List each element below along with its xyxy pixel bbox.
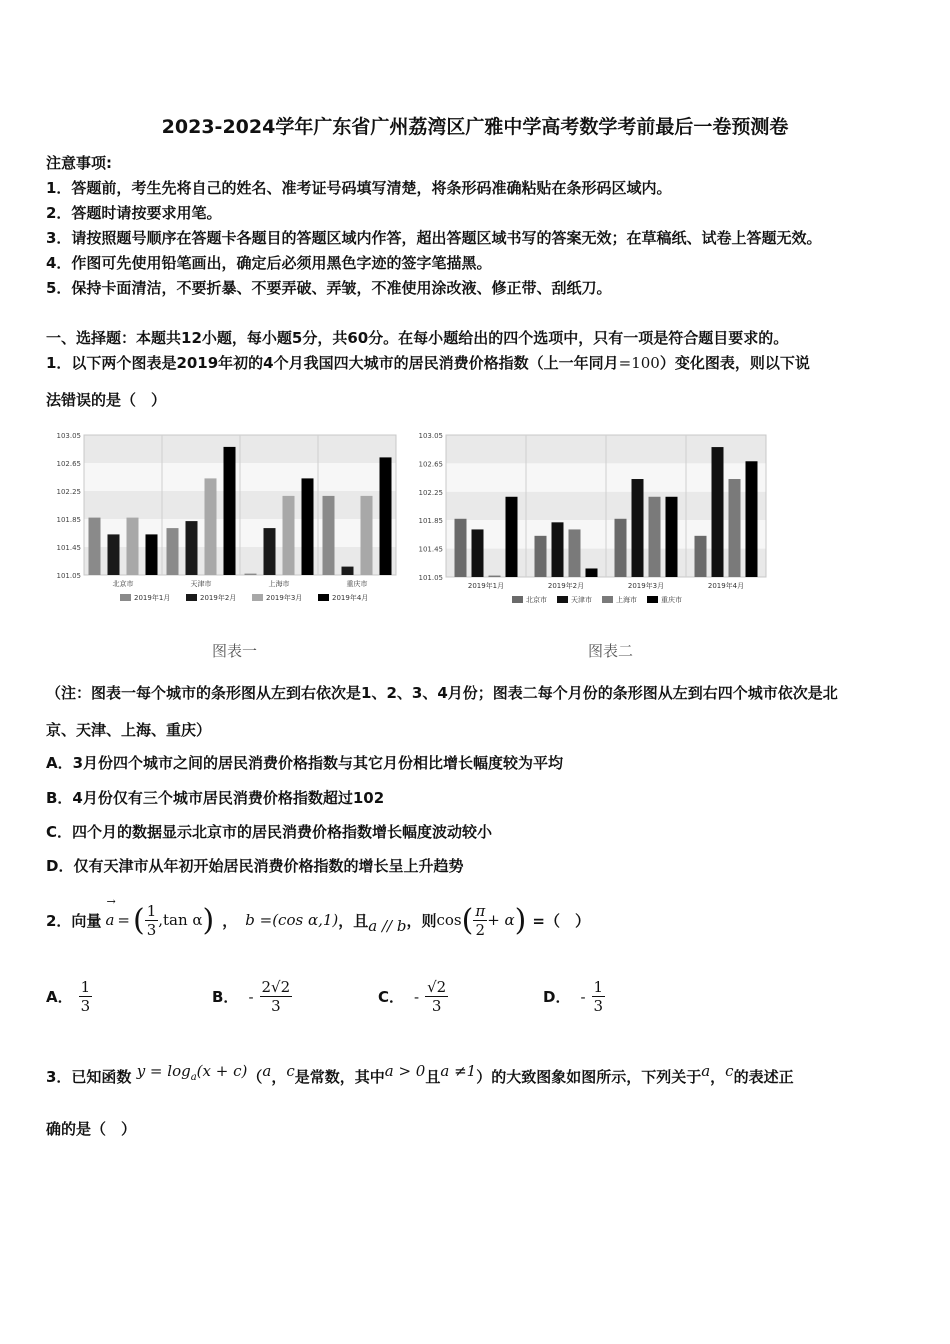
- notice-item: 4．作图可先使用铅笔画出，确定后必须用黑色字迹的签字笔描黑。: [46, 254, 492, 272]
- notice-item: 2．答题时请按要求用笔。: [46, 204, 222, 222]
- bar: [586, 568, 598, 577]
- bar: [224, 447, 236, 575]
- x-tick-label: 上海市: [268, 580, 290, 588]
- bar: [615, 519, 627, 577]
- chart-two-caption: 图表二: [588, 642, 634, 660]
- q2-b-expr: b =(cos α,1): [245, 911, 339, 929]
- bar: [342, 567, 354, 575]
- q2-tan: ,tan α: [158, 911, 203, 929]
- bar: [245, 574, 257, 575]
- q2-stem: 2．向量 → a = ( $\frac{1}{3}$ ,tan α ) ， b =(cos α,1) ，且 a // b ，则 cos ( $\frac{\pi}{2}$ + α ) =（ ）: [46, 895, 590, 939]
- legend-label: 2019年2月: [200, 594, 237, 602]
- q2-option-a: A． $\frac{1}{3}$: [46, 978, 91, 1015]
- legend-label: 2019年3月: [266, 594, 303, 602]
- q2-then: ，则: [406, 911, 437, 930]
- q1-stem-part1: 1．以下两个图表是2019年初的4个月我国四大城市的居民消费价格指数（上一年同月: [46, 354, 619, 372]
- legend-swatch: [647, 596, 658, 603]
- legend-label: 2019年1月: [134, 594, 171, 602]
- bar: [489, 576, 501, 577]
- y-tick-label: 102.25: [418, 488, 443, 497]
- q2-eq: =: [117, 911, 130, 929]
- bar: [695, 536, 707, 577]
- bar: [649, 497, 661, 577]
- bar: [205, 478, 217, 575]
- legend-label: 上海市: [616, 596, 637, 604]
- y-tick-label: 101.85: [56, 516, 81, 524]
- y-tick-label: 101.05: [418, 574, 443, 582]
- legend-swatch: [318, 594, 329, 601]
- x-tick-label: 天津市: [190, 580, 212, 588]
- legend-swatch: [557, 596, 568, 603]
- bar: [323, 496, 335, 575]
- bar: [283, 496, 295, 575]
- y-tick-label: 103.05: [418, 432, 443, 440]
- legend-label: 北京市: [526, 596, 547, 604]
- bar: [167, 528, 179, 575]
- q2-parallel: a // b: [368, 917, 407, 935]
- bar: [506, 497, 518, 577]
- bar: [729, 479, 741, 577]
- legend-swatch: [602, 596, 613, 603]
- vector-arrow-icon: →: [106, 895, 116, 908]
- bar: [127, 518, 139, 575]
- q1-stem-line2: 法错误的是（ ）: [46, 391, 167, 409]
- bar: [108, 534, 120, 575]
- y-tick-label: 101.85: [418, 517, 443, 526]
- notice-heading: 注意事项:: [46, 154, 112, 172]
- legend-swatch: [120, 594, 131, 601]
- q2-option-d: D． - $\frac{1}{3}$: [543, 978, 604, 1015]
- legend-label: 重庆市: [661, 596, 682, 604]
- q1-stem: [46, 352, 810, 373]
- legend-swatch: [252, 594, 263, 601]
- bar: [89, 518, 101, 575]
- bar: [361, 496, 373, 575]
- legend-label: 天津市: [571, 596, 592, 604]
- bar: [380, 457, 392, 575]
- q1-option-b: B．4月份仅有三个城市居民消费价格指数超过102: [46, 789, 385, 807]
- q2-mid: ，且: [338, 911, 369, 930]
- y-tick-label: 101.45: [418, 545, 443, 554]
- q1-stem-part2: ）变化图表，则以下说: [659, 354, 810, 372]
- section-heading: 一、选择题：本题共12小题，每小题5分，共60分。在每小题给出的四个选项中，只有一项是符合题目要求的。: [46, 329, 789, 347]
- bar: [472, 529, 484, 577]
- paren-open: (: [132, 902, 145, 938]
- y-tick-label: 103.05: [56, 432, 81, 440]
- y-tick-label: 101.05: [56, 572, 81, 580]
- bar: [712, 447, 724, 577]
- bar: [552, 522, 564, 577]
- q2-option-c: C． - $\frac{√2}{3}$: [378, 978, 447, 1015]
- q2-vector-a: → a: [105, 895, 116, 929]
- bar: [666, 497, 678, 577]
- bar: [146, 534, 158, 575]
- q3-stem-line2: 确的是（ ）: [46, 1120, 137, 1138]
- chart-one: [50, 425, 410, 615]
- q2-plus-alpha: + α: [487, 911, 515, 929]
- chart-two: [410, 425, 780, 615]
- q1-option-a: A．3月份四个城市之间的居民消费价格指数与其它月份相比增长幅度较为平均: [46, 754, 564, 772]
- q1-stem-math: =100: [618, 354, 660, 372]
- bar: [302, 478, 314, 575]
- x-tick-label: 重庆市: [346, 580, 368, 588]
- q2-pi-fraction: $\frac{\pi}{2}$: [475, 901, 486, 939]
- bar: [264, 528, 276, 575]
- notice-item: 3．请按照题号顺序在答题卡各题目的答题区域内作答，超出答题区域书写的答案无效；在草稿纸、试卷上答题无效。: [46, 229, 822, 247]
- x-tick-label: 2019年1月: [467, 582, 505, 590]
- q2-cos: cos: [436, 911, 462, 929]
- bar: [569, 529, 581, 577]
- legend-swatch: [512, 596, 523, 603]
- x-tick-label: 2019年2月: [547, 582, 585, 590]
- bar: [746, 461, 758, 577]
- bar: [455, 519, 467, 577]
- paren-close: ): [202, 902, 215, 938]
- legend-label: 2019年4月: [332, 594, 369, 602]
- q1-option-d: D．仅有天津市从年初开始居民消费价格指数的增长呈上升趋势: [46, 857, 464, 875]
- q2-end: =（ ）: [532, 911, 590, 930]
- x-tick-label: 2019年4月: [707, 582, 745, 590]
- y-tick-label: 102.25: [56, 488, 81, 496]
- q3-stem: 3．已知函数 $y = \log_a(x + c)(a$，c是常数，其中a > 0且a ≠1）的大致图象如图所示，下列关于a，c的表述正: [46, 1062, 794, 1086]
- notice-item: 1．答题前，考生先将自己的姓名、准考证号码填写清楚，将条形码准确粘贴在条形码区域内。: [46, 179, 672, 197]
- notice-item: 5．保持卡面清洁，不要折暴、不要弄破、弄皱，不准使用涂改液、修正带、刮纸刀。: [46, 279, 612, 297]
- q3-func: $y = \log_a(x + c)$: [136, 1062, 248, 1083]
- y-tick-label: 102.65: [56, 460, 81, 468]
- x-tick-label: 2019年3月: [627, 582, 665, 590]
- q2-option-b: B． - $\frac{2√2}{3}$: [212, 978, 291, 1015]
- bar: [632, 479, 644, 577]
- q1-option-c: C．四个月的数据显示北京市的居民消费价格指数增长幅度波动较小: [46, 823, 493, 841]
- bar: [535, 536, 547, 577]
- page-title: 2023-2024学年广东省广州荔湾区广雅中学高考数学考前最后一卷预测卷: [161, 116, 789, 138]
- q2-prefix: 2．向量: [46, 911, 102, 930]
- legend-swatch: [186, 594, 197, 601]
- chart-one-caption: 图表一: [212, 642, 258, 660]
- q1-note: （注：图表一每个城市的条形图从左到右依次是1、2、3、4月份；图表二每个月份的条形图从左到右四个城市依次是北: [46, 684, 838, 702]
- q1-note-line2: 京、天津、上海、重庆）: [46, 721, 212, 739]
- q2-fraction: $\frac{1}{3}$: [146, 901, 157, 939]
- bar: [186, 521, 198, 575]
- y-tick-label: 102.65: [418, 460, 443, 469]
- x-tick-label: 北京市: [112, 580, 134, 588]
- y-tick-label: 101.45: [56, 544, 81, 552]
